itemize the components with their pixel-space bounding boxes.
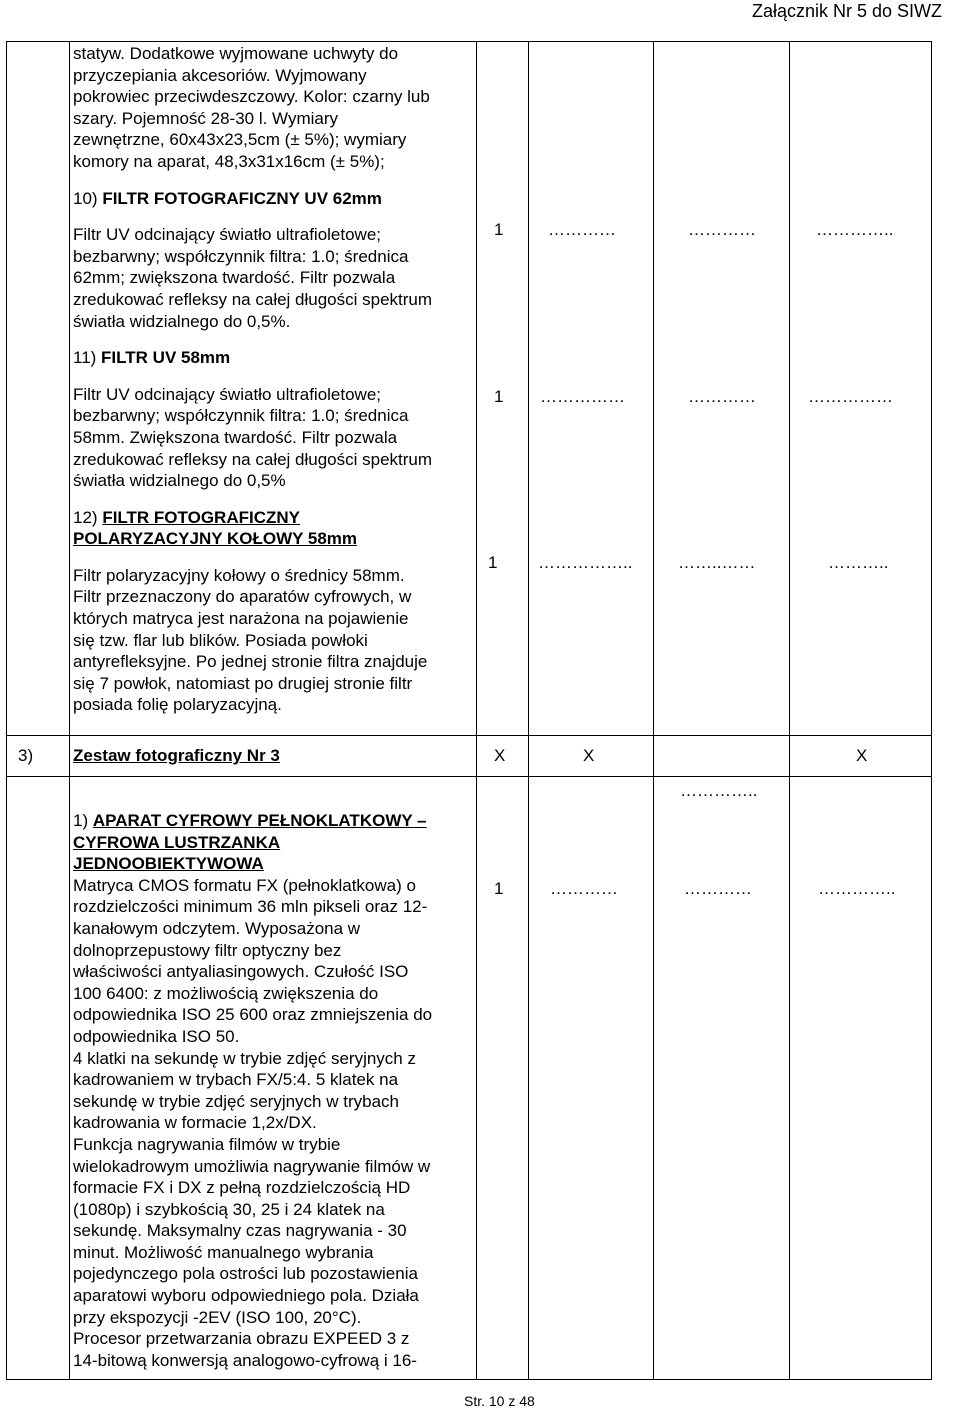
- unit-price-dots: ……………..: [538, 553, 633, 572]
- text-line: bezbarwny; współczynnik filtra: 1.0; średnica: [73, 246, 409, 266]
- item-title: FILTR UV 58mm: [101, 348, 231, 368]
- text-line: pojedynczego pola ostrości lub pozostawienia: [73, 1264, 418, 1284]
- text-line: rozdzielczości minimum 36 mln pikseli oraz 12-: [73, 897, 428, 917]
- text-line: 14-bitową konwersją analogowo-cyfrową i 16-: [73, 1350, 417, 1370]
- text-line: (1080p) i szybkością 30, 25 i 24 klatek na: [73, 1199, 385, 1219]
- annex-header: Załącznik Nr 5 do SIWZ: [751, 1, 942, 21]
- text-line: pokrowiec przeciwdeszczowy. Kolor: czarny lub: [73, 87, 430, 107]
- unit-price-dots: ……………: [540, 387, 625, 406]
- quantity-value: 1: [494, 387, 504, 406]
- text-line: zredukować refleksy na całej długości spektrum: [73, 289, 433, 309]
- item-heading: [73, 810, 477, 875]
- net-value-dots: …………: [688, 220, 756, 239]
- section-number: 3): [18, 746, 34, 765]
- text-line: przy ekspozycji -2EV (ISO 100, 20°C).: [73, 1307, 362, 1327]
- section-title: Zestaw fotograficzny Nr 3: [73, 746, 280, 765]
- item-number: 12): [73, 507, 98, 527]
- item-title: FILTR FOTOGRAFICZNY UV 62mm: [102, 188, 382, 208]
- text-line: Filtr UV odcinający światło ultrafioletowe;: [73, 225, 382, 245]
- text-line: 4 klatki na sekundę w trybie zdjęć seryjnych z: [73, 1048, 416, 1068]
- text-line: się 7 powłok, natomiast po drugiej stronie filtr: [73, 673, 413, 693]
- text-line: bezbarwny; współczynnik filtra: 1.0; średnica: [73, 406, 409, 426]
- unit-price-dots: …………: [550, 879, 618, 898]
- net-value-dots: …………: [684, 879, 752, 898]
- item-title: FILTR FOTOGRAFICZNY: [102, 507, 300, 527]
- text-line: Filtr polaryzacyjny kołowy o średnicy 58mm.: [73, 565, 405, 585]
- text-line: kadrowaniem w trybach FX/5:4. 5 klatek na: [73, 1070, 399, 1090]
- quantity-value: 1: [494, 879, 504, 898]
- gross-value-dots: …………..: [818, 879, 896, 898]
- text-line: właściwości antyaliasingowych. Czułość ISO: [73, 962, 409, 982]
- text-line: sekundę w trybie zdjęć seryjnych w trybach: [73, 1091, 399, 1111]
- gross-value-dots: ………..: [828, 553, 889, 572]
- text-line: kadrowania w formacie 1,2x/DX.: [73, 1113, 317, 1133]
- text-line: posiada folię polaryzacyjną.: [73, 695, 282, 715]
- x-mark: X: [583, 746, 595, 765]
- text-line: się tzw. flar lub blików. Posiada powłoki: [73, 630, 368, 650]
- text-line: światła widzialnego do 0,5%.: [73, 311, 291, 331]
- text-line: których matryca jest narażona na pojawienie: [73, 609, 409, 629]
- item-number: 1): [73, 811, 89, 830]
- text-line: formacie FX i DX z pełną rozdzielczością HD: [73, 1178, 411, 1198]
- text-line: szary. Pojemność 28-30 l. Wymiary: [73, 108, 338, 128]
- text-line: dolnoprzepustowy filtr optyczny bez: [73, 940, 342, 960]
- text-line: Filtr przeznaczony do aparatów cyfrowych, w: [73, 587, 412, 607]
- text-line: światła widzialnego do 0,5%: [73, 471, 286, 491]
- x-mark: X: [494, 746, 506, 765]
- text-line: antyrefleksyjne. Po jednej stronie filtra znajduje: [73, 652, 428, 672]
- item-title: POLARYZACYJNY KOŁOWY 58mm: [73, 529, 358, 549]
- item-number: 10): [73, 188, 98, 208]
- description-cell: [73, 810, 477, 1371]
- text-line: Procesor przetwarzania obrazu EXPEED 3 z: [73, 1329, 410, 1349]
- page-number: Str. 10 z 48: [464, 1393, 535, 1409]
- net-value-dots: ……..……: [678, 553, 756, 572]
- text-line: wielokadrowym umożliwia nagrywanie filmów w: [73, 1156, 431, 1176]
- text-line: odpowiednika ISO 25 600 oraz zmniejszenia do: [73, 1005, 433, 1025]
- price-dots: …………..: [680, 781, 758, 800]
- text-line: 58mm. Zwiększona twardość. Filtr pozwala: [73, 427, 398, 447]
- text-line: 100 6400: z możliwością zwiększenia do: [73, 983, 379, 1003]
- text-line: odpowiednika ISO 50.: [73, 1026, 240, 1046]
- item-title: JEDNOOBIEKTYWOWA: [73, 854, 264, 874]
- unit-price-dots: …………: [548, 220, 616, 239]
- item-number: 11): [73, 348, 97, 368]
- text-line: Matryca CMOS formatu FX (pełnoklatkowa) o: [73, 875, 416, 895]
- gross-value-dots: …………..: [816, 220, 894, 239]
- text-line: kanałowym odczytem. Wyposażona w: [73, 918, 361, 938]
- text-line: minut. Możliwość manualnego wybrania: [73, 1242, 374, 1262]
- gross-value-dots: ……………: [808, 387, 893, 406]
- net-value-dots: …………: [688, 387, 756, 406]
- quantity-value: 1: [488, 553, 498, 572]
- item-title: CYFROWA LUSTRZANKA: [73, 832, 281, 852]
- text-line: Filtr UV odcinający światło ultrafioletowe;: [73, 384, 382, 404]
- x-mark: X: [856, 746, 868, 765]
- description-cell: [73, 43, 477, 716]
- quantity-value: 1: [494, 220, 504, 239]
- text-line: aparatowi wyboru odpowiedniego pola. Działa: [73, 1286, 419, 1306]
- text-line: komory na aparat, 48,3x31x16cm (± 5%);: [73, 151, 385, 171]
- text-line: statyw. Dodatkowe wyjmowane uchwyty do: [73, 44, 399, 63]
- text-line: sekundę. Maksymalny czas nagrywania - 30: [73, 1221, 407, 1241]
- text-line: zredukować refleksy na całej długości spektrum: [73, 449, 433, 469]
- item-heading: [73, 507, 477, 550]
- text-line: zewnętrzne, 60x43x23,5cm (± 5%); wymiary: [73, 130, 407, 150]
- item-title: APARAT CYFROWY PEŁNOKLATKOWY –: [92, 811, 427, 830]
- text-line: Funkcja nagrywania filmów w trybie: [73, 1134, 341, 1154]
- item-heading: [73, 347, 477, 369]
- text-line: 62mm; zwiększona twardość. Filtr pozwala: [73, 268, 396, 288]
- item-heading: [73, 188, 477, 210]
- text-line: przyczepiania akcesoriów. Wyjmowany: [73, 65, 367, 85]
